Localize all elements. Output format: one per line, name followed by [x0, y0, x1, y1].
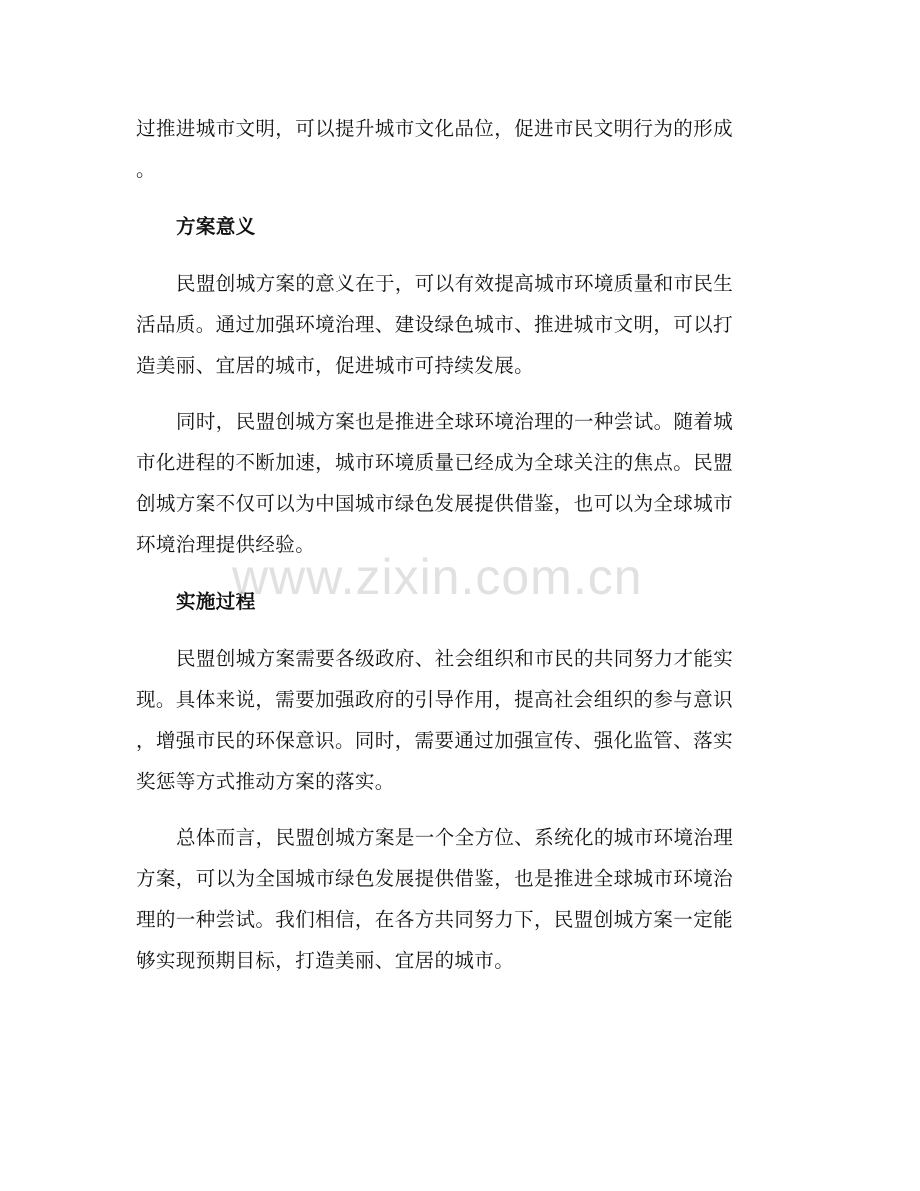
text-line: 。 — [136, 158, 156, 181]
text-line: 方案，可以为全国城市绿色发展提供借鉴，也是推进全球城市环境治 — [136, 867, 734, 890]
section-heading-significance: 方案意义 — [176, 215, 256, 238]
text-line: ，增强市民的环保意识。同时，需要通过加强宣传、强化监管、落实 — [136, 729, 734, 752]
text-line: 现。具体来说，需要加强政府的引导作用，提高社会组织的参与意识 — [136, 688, 734, 711]
text-line: 民盟创城方案需要各级政府、社会组织和市民的共同努力才能实 — [176, 647, 734, 670]
paragraph-process-2 — [136, 817, 784, 981]
text-line: 过推进城市文明，可以提升城市文化品位，促进市民文明行为的形成 — [136, 117, 734, 140]
text-line: 创城方案不仅可以为中国城市绿色发展提供借鉴，也可以为全球城市 — [136, 492, 734, 515]
text-line: 环境治理提供经验。 — [136, 533, 316, 556]
intro-paragraph — [136, 108, 784, 190]
text-line: 理的一种尝试。我们相信，在各方共同努力下，民盟创城方案一定能 — [136, 908, 734, 931]
text-line: 市化进程的不断加速，城市环境质量已经成为全球关注的焦点。民盟 — [136, 451, 734, 474]
text-line: 活品质。通过加强环境治理、建设绿色城市、推进城市文明，可以打 — [136, 313, 734, 336]
paragraph-significance-2 — [136, 401, 784, 565]
text-line: 造美丽、宜居的城市，促进城市可持续发展。 — [136, 354, 535, 377]
section-heading-process: 实施过程 — [176, 590, 256, 613]
paragraph-significance-1 — [136, 263, 784, 386]
document-body — [136, 108, 784, 981]
text-line: 够实现预期目标，打造美丽、宜居的城市。 — [136, 949, 515, 972]
text-line: 总体而言，民盟创城方案是一个全方位、系统化的城市环境治理 — [176, 826, 734, 849]
text-line: 奖惩等方式推动方案的落实。 — [136, 770, 395, 793]
text-line: 同时，民盟创城方案也是推进全球环境治理的一种尝试。随着城 — [176, 410, 734, 433]
text-line: 民盟创城方案的意义在于，可以有效提高城市环境质量和市民生 — [176, 272, 734, 295]
watermark: www.zixin.com.cn — [232, 549, 643, 605]
paragraph-process-1 — [136, 638, 784, 802]
